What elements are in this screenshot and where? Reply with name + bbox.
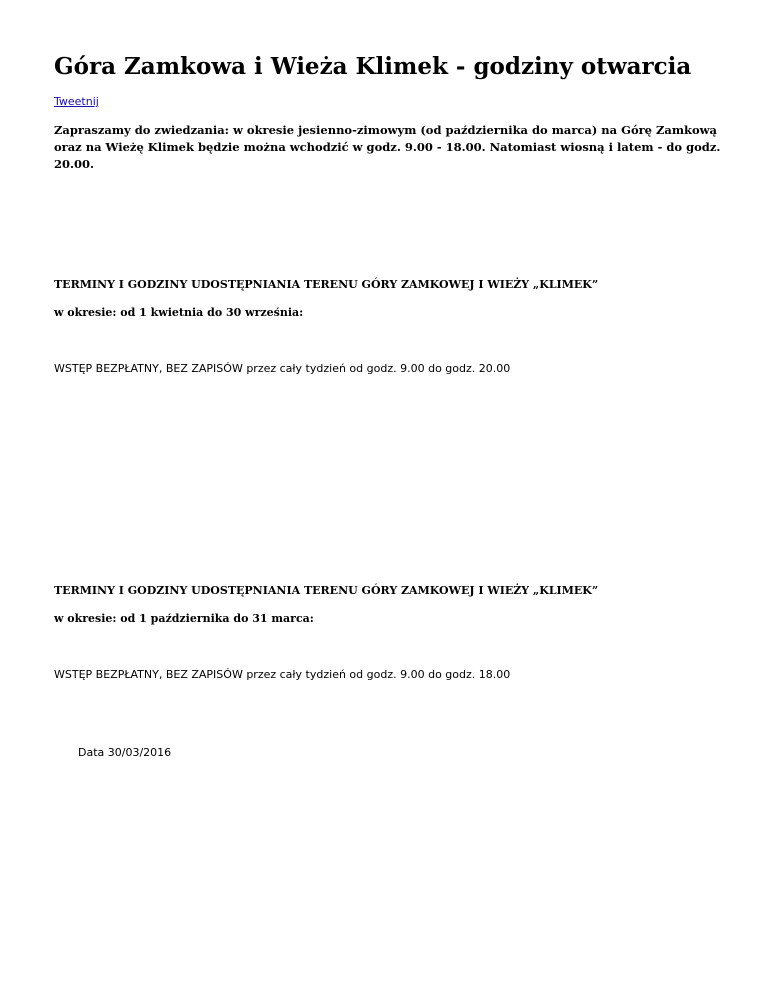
section-admission-summer: WSTĘP BEZPŁATNY, BEZ ZAPISÓW przez cały tydzień od godz. 9.00 do godz. 20.00 (54, 362, 511, 375)
publication-date: Data 30/03/2016 (78, 746, 172, 759)
section-admission-winter: WSTĘP BEZPŁATNY, BEZ ZAPISÓW przez cały tydzień od godz. 9.00 do godz. 18.00 (54, 668, 511, 681)
page-title: Góra Zamkowa i Wieża Klimek - godziny otwarcia (54, 53, 692, 80)
section-heading-winter: TERMINY I GODZINY UDOSTĘPNIANIA TERENU GÓRY ZAMKOWEJ I WIEŻY „KLIMEK” (54, 584, 599, 597)
tweet-link[interactable]: Tweetnij (54, 95, 99, 108)
section-heading-summer: TERMINY I GODZINY UDOSTĘPNIANIA TERENU GÓRY ZAMKOWEJ I WIEŻY „KLIMEK” (54, 278, 599, 291)
intro-paragraph: Zapraszamy do zwiedzania: w okresie jesienno-zimowym (od października do marca) na Górę Zamkową oraz na Wieżę Klimek będzie można wchodzić w godz. 9.00 - 18.00. Natomiast wiosną i latem - do godz. 20.00. (54, 123, 721, 171)
section-period-winter: w okresie: od 1 października do 31 marca: (54, 612, 314, 625)
section-period-summer: w okresie: od 1 kwietnia do 30 września: (54, 306, 304, 319)
